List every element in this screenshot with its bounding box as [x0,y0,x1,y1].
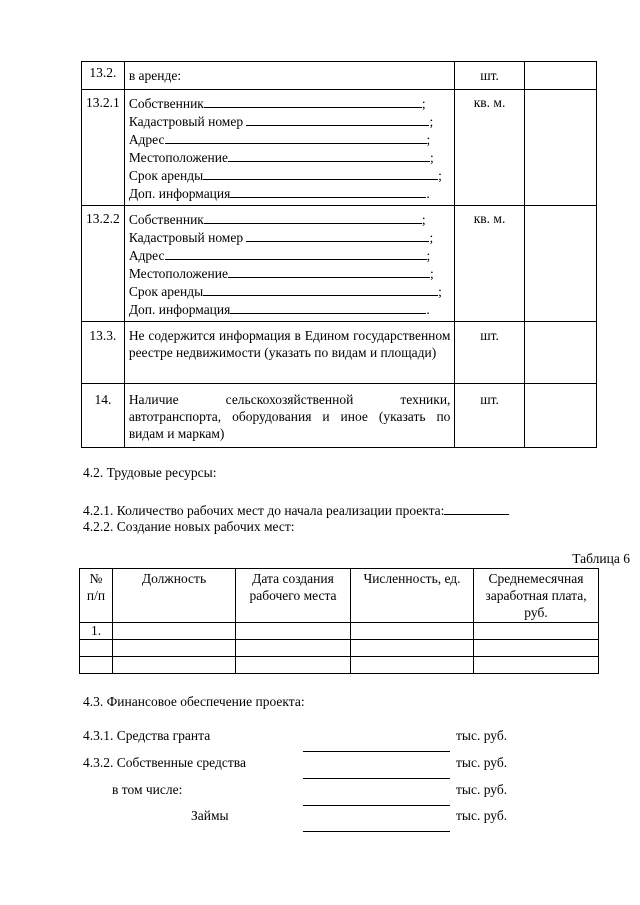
row-unit: шт. [455,322,524,384]
value-cell[interactable] [524,62,596,90]
owner-field: Собственник ; [128,96,426,111]
table-caption: Таблица 6 [572,551,630,566]
table-cell[interactable] [236,640,351,657]
grant-funds-unit: тыс. руб. [456,728,508,743]
form-fields [124,206,455,322]
extra-info-field: Доп. информация . [128,302,430,317]
value-cell[interactable] [524,322,596,384]
loans-unit: тыс. руб. [456,808,508,823]
row-number: 14. [82,384,125,448]
table-cell[interactable] [351,640,474,657]
col-header-position: Должность [113,569,236,623]
including-label: в том числе: [112,782,183,797]
table-row [82,90,597,206]
cadastral-blank[interactable] [246,112,429,126]
lease-term-field: Срок аренды ; [128,168,442,183]
cadastral-field: Кадастровый номер ; [128,230,434,245]
table-cell[interactable] [236,623,351,640]
row-number: 13.2.1 [82,90,125,206]
table-row [80,623,599,640]
lease-term-blank[interactable] [203,282,438,296]
address-blank[interactable] [165,246,427,260]
lease-term-field: Срок аренды ; [128,284,442,299]
row-unit: шт. [455,62,524,90]
cadastral-blank[interactable] [246,228,429,242]
table-row [82,384,597,448]
address-field: Адрес ; [128,248,431,263]
new-workplaces-title: 4.2.2. Создание новых рабочих мест: [83,519,295,534]
extra-info-blank[interactable] [230,184,426,198]
location-blank[interactable] [228,148,430,162]
section-4-3-title: 4.3. Финансовое обеспечение проекта: [83,694,305,709]
extra-info-blank[interactable] [230,300,426,314]
including-unit: тыс. руб. [456,782,508,797]
own-funds-unit: тыс. руб. [456,755,508,770]
loans-label: Займы [191,808,229,823]
grant-funds-blank[interactable] [303,751,450,752]
row-unit: кв. м. [455,90,524,206]
row-unit: шт. [455,384,524,448]
table-row [82,206,597,322]
owner-field: Собственник ; [128,212,426,227]
row-text: Не содержится информация в Едином государственном реестре недвижимости (указать по видам и площади) [124,322,455,384]
workplaces-table [79,568,599,674]
own-funds-label: 4.3.2. Собственные средства [83,755,246,770]
value-cell[interactable] [524,90,596,206]
grant-funds-label: 4.3.1. Средства гранта [83,728,211,743]
table-row [82,322,597,384]
address-field: Адрес ; [128,132,431,147]
cadastral-field: Кадастровый номер ; [128,114,434,129]
workplaces-before-line: 4.2.1. Количество рабочих мест до начала реализации проекта: [83,501,509,519]
col-header-salary: Среднемесячная заработная плата, руб. [474,569,599,623]
table-cell[interactable] [474,623,599,640]
row-text: в аренде: [124,62,455,90]
table-row [80,657,599,674]
table-row [80,640,599,657]
including-blank[interactable] [303,805,450,806]
row-unit: кв. м. [455,206,524,322]
table-cell[interactable] [80,657,113,674]
extra-info-field: Доп. информация . [128,186,430,201]
address-blank[interactable] [165,130,427,144]
location-field: Местоположение ; [128,266,434,281]
owner-blank[interactable] [204,210,422,224]
loans-blank[interactable] [303,831,450,832]
property-table [81,61,597,448]
value-cell[interactable] [524,206,596,322]
col-header-date: Дата создания рабочего места [236,569,351,623]
form-fields [124,90,455,206]
table-cell[interactable] [113,640,236,657]
location-field: Местоположение ; [128,150,434,165]
table-cell[interactable]: 1. [80,623,113,640]
table-cell[interactable] [113,657,236,674]
row-number: 13.2.2 [82,206,125,322]
table-cell[interactable] [113,623,236,640]
row-number: 13.2. [82,62,125,90]
table-row [82,62,597,90]
table-cell[interactable] [474,640,599,657]
section-4-2-title: 4.2. Трудовые ресурсы: [83,465,217,480]
own-funds-blank[interactable] [303,778,450,779]
lease-term-blank[interactable] [203,166,438,180]
table-cell[interactable] [351,623,474,640]
table-cell[interactable] [80,640,113,657]
row-number: 13.3. [82,322,125,384]
value-cell[interactable] [524,384,596,448]
row-text: Наличие сельскохозяйственной техники, автотранспорта, оборудования и иное (указать по видам и маркам) [124,384,455,448]
col-header-number: № п/п [80,569,113,623]
table-cell[interactable] [474,657,599,674]
table-header-row [80,569,599,623]
table-cell[interactable] [351,657,474,674]
workplaces-before-blank[interactable] [444,501,509,515]
col-header-count: Численность, ед. [351,569,474,623]
location-blank[interactable] [228,264,430,278]
owner-blank[interactable] [204,94,422,108]
table-cell[interactable] [236,657,351,674]
